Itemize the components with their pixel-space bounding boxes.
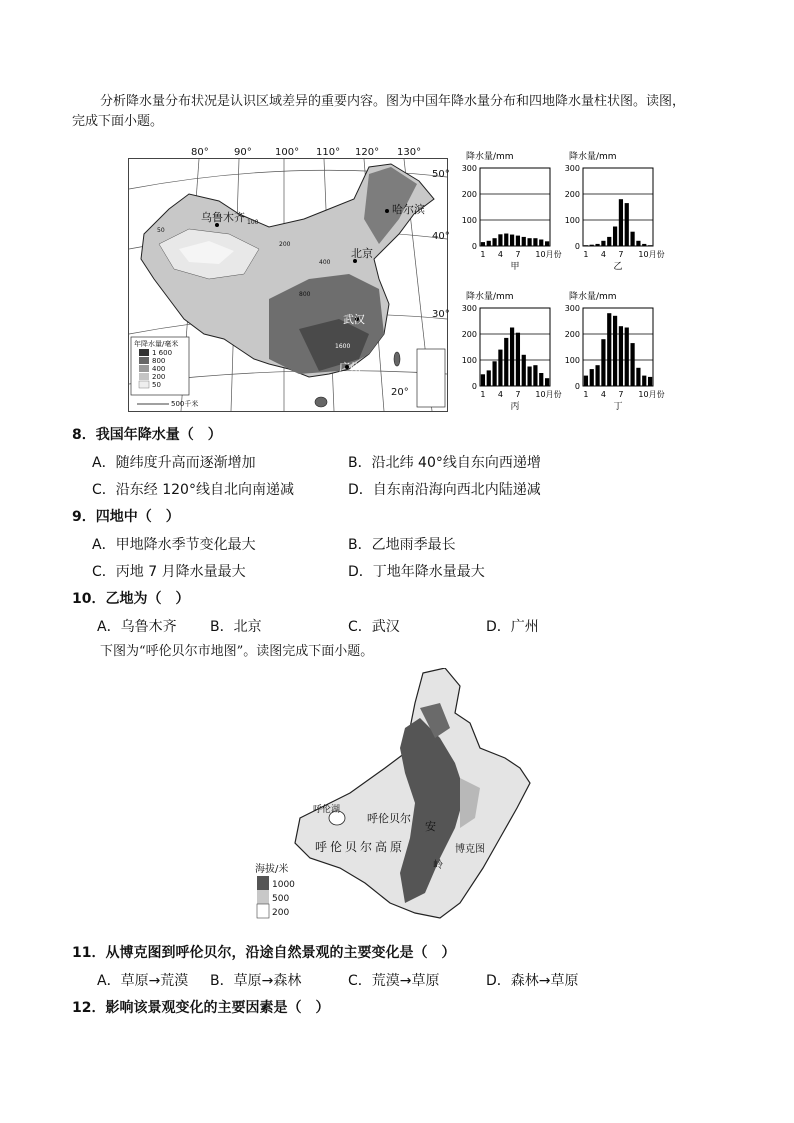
q8-option-c[interactable]: C．沿东经 120°线自北向南递减 [92,482,294,498]
bar-month-11 [539,373,543,386]
bar-chart-svg [457,290,567,418]
y-tick-label: 300 [461,304,477,313]
bar-month-7 [619,326,623,386]
bar-month-8 [625,328,629,387]
q8-option-b[interactable]: B．沿北纬 40°线自东向西递增 [348,455,541,471]
x-tick-label: 1 [480,250,486,259]
bar-month-12 [648,245,652,246]
bar-month-9 [527,238,531,246]
q8-option-a[interactable]: A．随纬度升高而逐渐增加 [92,455,256,471]
x-tick-label: 1 [583,250,589,259]
plot-frame [480,168,550,246]
isoline-label-100: 100 [247,219,259,226]
city-guangzhou: 广州 [339,361,361,374]
lon-label-90: 90° [234,147,252,158]
chart-name: 甲 [510,262,520,272]
bar-month-6 [510,235,514,246]
legend-elev-1000: 1000 [272,880,295,890]
x-tick-label: 4 [600,250,606,259]
x-tick-label: 10月份 [638,250,665,259]
bar-chart-4 [560,290,670,418]
legend-elev-200: 200 [272,908,290,918]
y-tick-label: 200 [564,330,580,339]
lon-label-120: 120° [355,147,380,158]
bar-month-1 [584,376,588,386]
x-tick-label: 1 [583,390,589,399]
chart-name: 乙 [613,262,623,272]
city-beijing: 北京 [351,247,373,260]
bar-month-4 [601,339,605,386]
q10-stem: 10．乙地为（ ） [72,591,190,607]
q11-stem: 11．从博克图到呼伦贝尔，沿途自然景观的主要变化是（ ） [72,945,456,961]
bar-month-5 [504,338,508,386]
x-tick-label: 10月份 [535,250,562,259]
y-tick-label: 300 [564,304,580,313]
legend-value-200: 200 [152,373,166,381]
legend-elevation-values [272,878,295,920]
y-tick-label: 100 [564,216,580,225]
bar-month-8 [522,237,526,246]
lon-label-100: 100° [275,147,300,158]
q12-stem: 12．影响该景观变化的主要因素是（ ） [72,1000,330,1016]
bar-chart-svg [560,150,670,278]
legend-value-800: 800 [152,357,166,365]
q10-option-a[interactable]: A．乌鲁木齐 [97,619,177,635]
q8-option-d[interactable]: D．自东南沿海向西北内陆递减 [348,482,541,498]
legend-elev-500: 500 [272,894,290,904]
bar-month-10 [636,241,640,246]
q10-option-c[interactable]: C．武汉 [348,619,400,635]
bar-month-2 [590,369,594,386]
y-axis-label: 降水量/mm [569,152,617,162]
bar-month-4 [498,350,502,386]
lat-label-40: 40° [432,231,450,242]
intro-hulunbuir: 下图为“呼伦贝尔市地图”。读图完成下面小题。 [100,644,374,659]
intro-line-1: 分析降水量分布状况是认识区域差异的重要内容。图为中国年降水量分布和四地降水量柱状图。读图， [100,94,686,109]
label-ling: 岭 [433,860,443,871]
bar-month-11 [539,240,543,247]
bar-month-12 [545,378,549,386]
x-tick-label: 7 [515,250,521,259]
bar-month-12 [648,377,652,386]
bar-month-10 [636,368,640,386]
hulunbuir-map-svg [255,668,535,930]
q11-option-c[interactable]: C．荒漠→草原 [348,973,440,989]
y-tick-label: 100 [461,216,477,225]
legend-elevation-title: 海拔/米 [255,864,289,875]
lat-label-50: 50° [432,169,450,180]
bar-month-6 [613,227,617,247]
intro-paragraph [72,92,752,132]
y-tick-label: 100 [564,356,580,365]
isoline-label-50: 50 [157,227,165,234]
x-tick-label: 7 [515,390,521,399]
bar-month-11 [642,244,646,246]
bar-month-12 [545,241,549,246]
x-tick-label: 7 [618,390,624,399]
bar-month-10 [533,238,537,246]
intro-line-2: 完成下面小题。 [72,114,164,129]
chart-name: 丙 [510,402,520,412]
lat-label-20: 20° [391,387,409,398]
bar-month-1 [584,245,588,246]
x-tick-label: 4 [497,390,503,399]
q10-option-d[interactable]: D．广州 [486,619,539,635]
chart-name: 丁 [613,402,623,412]
isoline-label-400: 400 [319,259,331,266]
lat-label-30: 30° [432,309,450,320]
bar-month-5 [607,313,611,386]
bar-month-6 [613,316,617,386]
label-hulun-lake: 呼伦湖 [313,805,341,815]
legend-value-400: 400 [152,365,166,373]
y-tick-label: 0 [574,242,580,251]
label-an: 安 [425,820,436,833]
y-tick-label: 200 [461,190,477,199]
y-tick-label: 200 [461,330,477,339]
q9-option-c[interactable]: C．丙地 7 月降水量最大 [92,564,246,580]
bar-month-1 [481,242,485,246]
bar-month-9 [527,367,531,387]
bar-month-2 [487,241,491,246]
label-plateau: 呼伦贝尔高原 [315,840,406,854]
bar-month-7 [516,333,520,386]
isoline-label-800: 800 [299,291,311,298]
bar-month-4 [498,234,502,246]
y-axis-label: 降水量/mm [466,152,514,162]
isoline-label-1600: 1600 [335,343,351,350]
label-boketu: 博克图 [455,844,485,855]
bar-chart-3 [457,290,567,418]
city-urumqi: 乌鲁木齐 [201,211,245,224]
bar-month-5 [504,234,508,246]
city-wuhan: 武汉 [343,313,365,326]
china-precipitation-map [128,147,450,412]
bar-month-3 [595,244,599,246]
y-tick-label: 300 [461,164,477,173]
bar-month-8 [625,203,629,246]
bar-month-7 [619,199,623,246]
y-axis-label: 降水量/mm [569,292,617,302]
bar-chart-svg [457,150,567,278]
q10-option-b[interactable]: B．北京 [210,619,262,635]
bar-month-4 [601,241,605,246]
x-tick-label: 7 [618,250,624,259]
bar-month-6 [510,328,514,387]
q8-stem: 8．我国年降水量（ ） [72,427,222,443]
q9-option-b[interactable]: B．乙地雨季最长 [348,537,456,553]
bar-month-1 [481,374,485,386]
x-tick-label: 4 [497,250,503,259]
q9-stem: 9．四地中（ ） [72,509,180,525]
legend-value-50: 50 [152,381,161,389]
bar-month-3 [492,238,496,246]
city-harbin: 哈尔滨 [392,203,425,216]
lon-label-130: 130° [397,147,422,158]
y-tick-label: 200 [564,190,580,199]
lon-label-110: 110° [316,147,341,158]
bar-month-7 [516,236,520,246]
y-tick-label: 0 [471,382,477,391]
scale-bar-label: 500千米 [171,400,199,408]
y-tick-label: 300 [564,164,580,173]
bar-month-10 [533,365,537,386]
bar-month-9 [630,232,634,246]
q11-option-b[interactable]: B．草原→森林 [210,973,302,989]
y-tick-label: 100 [461,356,477,365]
x-tick-label: 10月份 [638,390,665,399]
hulunbuir-map [255,668,535,930]
x-tick-label: 1 [480,390,486,399]
bar-month-2 [487,370,491,386]
q11-option-d[interactable]: D．森林→草原 [486,973,579,989]
plot-frame [583,168,653,246]
legend-value-1600: 1 600 [152,349,173,357]
bar-month-9 [630,343,634,386]
bar-month-3 [492,361,496,386]
bar-month-8 [522,355,526,386]
bar-month-5 [607,237,611,246]
bar-month-2 [590,245,594,246]
china-map-svg [129,159,447,411]
x-tick-label: 10月份 [535,390,562,399]
bar-month-3 [595,365,599,386]
x-tick-label: 4 [600,390,606,399]
bar-chart-1 [457,150,567,278]
bar-chart-svg [560,290,670,418]
legend-title: 年降水量/毫米 [134,340,179,348]
y-tick-label: 0 [574,382,580,391]
q9-option-d[interactable]: D．丁地年降水量最大 [348,564,485,580]
label-hulunbuir: 呼伦贝尔 [367,812,411,825]
bar-chart-2 [560,150,670,278]
isoline-label-200: 200 [279,241,291,248]
y-axis-label: 降水量/mm [466,292,514,302]
lon-label-80: 80° [191,147,209,158]
q11-option-a[interactable]: A．草原→荒漠 [97,973,189,989]
q9-option-a[interactable]: A．甲地降水季节变化最大 [92,537,256,553]
legend-values [152,349,172,389]
y-tick-label: 0 [471,242,477,251]
bar-month-11 [642,376,646,386]
